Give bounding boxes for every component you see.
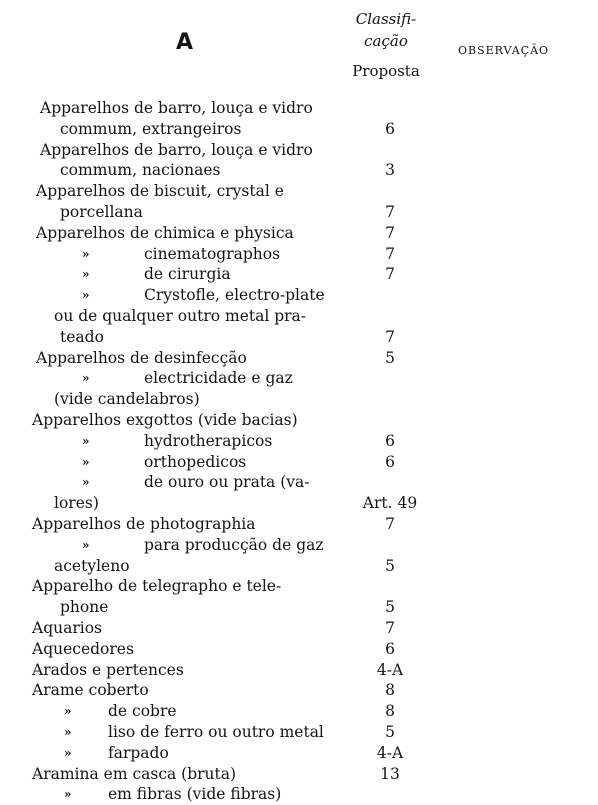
item-text: Crystofle, electro-plate [144, 286, 325, 305]
list-item [0, 327, 598, 348]
list-item [0, 348, 598, 369]
item-description: porcellana [60, 202, 143, 221]
classification-code: 8 [385, 702, 395, 721]
list-item [0, 493, 598, 514]
list-item [0, 472, 598, 493]
item-text: liso de ferro ou outro metal [108, 722, 324, 741]
list-item [0, 639, 598, 660]
item-description: acetyleno [54, 556, 130, 575]
ditto-mark: » [64, 724, 72, 739]
item-description: Apparelhos de photographia [32, 514, 256, 533]
list-item [0, 556, 598, 577]
item-description: Apparelhos de desinfecção [36, 348, 247, 367]
ditto-mark: » [82, 371, 90, 386]
item-description: ou de qualquer outro metal pra- [54, 306, 307, 325]
classification-heading [336, 8, 436, 52]
list-item [0, 618, 598, 639]
list-item [0, 306, 598, 327]
tariff-list [0, 98, 598, 805]
classification-code: 5 [385, 348, 395, 367]
item-text: hydrotherapicos [144, 431, 273, 450]
item-text: farpado [108, 743, 169, 762]
classification-code: 6 [385, 431, 395, 450]
classification-code: 6 [385, 452, 395, 471]
classification-code: 3 [385, 161, 395, 180]
item-description: Aquecedores [32, 639, 134, 658]
ditto-mark: » [82, 433, 90, 448]
classification-code: 7 [385, 244, 395, 263]
item-text: em fibras (vide fibras) [108, 785, 282, 804]
item-description: Apparelhos exgottos (vide bacias) [32, 410, 298, 429]
classification-code: Art. 49 [362, 494, 418, 513]
ditto-mark: » [82, 475, 90, 490]
observacao-heading: OBSERVAÇÃO [458, 44, 550, 57]
list-item [0, 244, 598, 265]
list-item [0, 722, 598, 743]
item-text: cinematographos [144, 244, 281, 263]
list-item [0, 514, 598, 535]
list-item [0, 452, 598, 473]
list-item [0, 535, 598, 556]
list-item [0, 743, 598, 764]
list-item [0, 264, 598, 285]
list-item [0, 202, 598, 223]
item-text: de cirurgia [144, 265, 231, 284]
list-item [0, 660, 598, 681]
ditto-mark: » [82, 537, 90, 552]
item-text: de cobre [108, 702, 177, 721]
classification-code: 7 [385, 202, 395, 221]
classification-code: 6 [385, 119, 395, 138]
classification-code: 5 [385, 556, 395, 575]
classification-code: 4-A [376, 660, 404, 679]
item-description: (vide candelabros) [54, 390, 200, 409]
list-item [0, 764, 598, 785]
ditto-mark: » [82, 267, 90, 282]
list-item [0, 181, 598, 202]
classification-code: 13 [380, 764, 400, 783]
list-item [0, 285, 598, 306]
classification-code: 5 [385, 598, 395, 617]
item-description: Arados e pertences [32, 660, 184, 679]
item-description: Apparelhos de chimica e physica [36, 223, 294, 242]
ditto-mark: » [82, 288, 90, 303]
proposta-heading: Proposta [352, 62, 420, 80]
section-letter: A [176, 30, 194, 55]
list-item [0, 431, 598, 452]
list-item [0, 701, 598, 722]
list-item [0, 119, 598, 140]
list-item [0, 98, 598, 119]
item-description: Aramina em casca (bruta) [32, 764, 237, 783]
classification-code: 7 [385, 618, 395, 637]
classification-code: 8 [385, 681, 395, 700]
list-item [0, 140, 598, 161]
item-text: de ouro ou prata (va- [144, 473, 310, 492]
list-item [0, 368, 598, 389]
list-item [0, 576, 598, 597]
item-description: teado [60, 327, 104, 346]
list-item [0, 597, 598, 618]
classification-code: 7 [385, 265, 395, 284]
ditto-mark: » [64, 787, 72, 802]
classification-code: 7 [385, 223, 395, 242]
classification-code: 4-A [376, 743, 404, 762]
classification-heading-line1: Classifi- [355, 10, 417, 28]
list-item [0, 410, 598, 431]
item-description: Aquarios [32, 618, 102, 637]
item-description: Apparelhos de barro, louça e vidro [40, 99, 313, 117]
ditto-mark: » [82, 454, 90, 469]
list-item [0, 160, 598, 181]
item-text: electricidade e gaz [144, 369, 293, 388]
classification-code: 7 [385, 514, 395, 533]
ditto-mark: » [64, 704, 72, 719]
item-text: para producção de gaz [144, 535, 324, 554]
item-description: commum, nacionaes [60, 161, 221, 180]
classification-heading-line2: cação [364, 32, 408, 50]
item-description: Arame coberto [32, 681, 149, 700]
classification-code: 5 [385, 722, 395, 741]
list-item [0, 389, 598, 410]
item-description: commum, extrangeiros [60, 119, 242, 138]
item-description: Apparelhos de barro, louça e vidro [40, 140, 313, 159]
list-item [0, 223, 598, 244]
item-description: lores) [54, 494, 99, 513]
classification-code: 6 [385, 639, 395, 658]
item-description: Apparelhos de biscuit, crystal e [36, 182, 284, 201]
item-description: Apparelho de telegrapho e tele- [32, 577, 282, 596]
list-item [0, 784, 598, 805]
item-text: orthopedicos [144, 452, 247, 471]
classification-code: 7 [385, 327, 395, 346]
item-description: phone [60, 598, 109, 617]
list-item [0, 680, 598, 701]
ditto-mark: » [64, 745, 72, 760]
ditto-mark: » [82, 246, 90, 261]
